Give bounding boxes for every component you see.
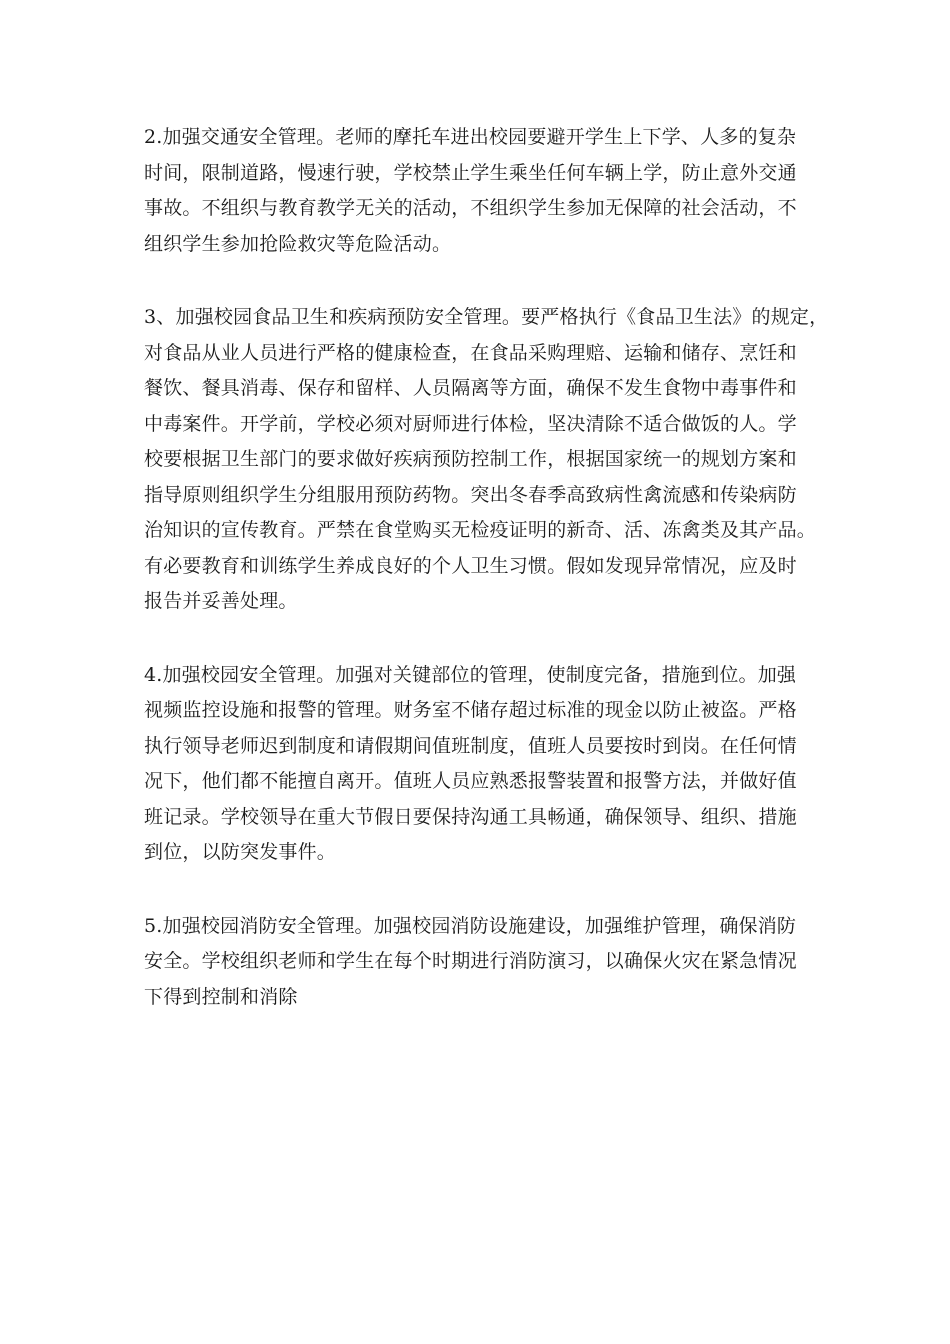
text-line: 执行领导老师迟到制度和请假期间值班制度，值班人员要按时到岗。在任何情 <box>144 734 797 757</box>
paragraph-campus-security <box>144 658 810 871</box>
text-line: 校要根据卫生部门的要求做好疾病预防控制工作，根据国家统一的规划方案和 <box>144 448 797 470</box>
paragraph-food-hygiene <box>144 300 829 620</box>
text-line: 时间，限制道路，慢速行驶，学校禁止学生乘坐任何车辆上学，防止意外交通 <box>144 161 797 184</box>
text-line: 有必要教育和训练学生养成良好的个人卫生习惯。假如发现异常情况，应及时 <box>144 554 797 577</box>
text-line: 5.加强校园消防安全管理。加强校园消防设施建设，加强维护管理，确保消防 <box>144 914 797 937</box>
text-line: 事故。不组织与教育教学无关的活动，不组织学生参加无保障的社会活动，不 <box>144 197 797 219</box>
text-line: 安全。学校组织老师和学生在每个时期进行消防演习，以确保火灾在紧急情况 <box>144 950 797 972</box>
paragraph-fire-safety <box>144 909 810 1016</box>
text-line: 视频监控设施和报警的管理。财务室不储存超过标准的现金以防止被盗。严格 <box>144 699 797 721</box>
text-line: 对食品从业人员进行严格的健康检查，在食品采购理赔、运输和储存、烹饪和 <box>144 341 797 364</box>
paragraph-traffic-safety <box>144 120 810 262</box>
text-line: 2.加强交通安全管理。老师的摩托车进出校园要避开学生上下学、人多的复杂 <box>144 126 797 148</box>
text-line: 报告并妥善处理。 <box>144 590 298 612</box>
text-line: 3、加强校园食品卫生和疾病预防安全管理。要严格执行《食品卫生法》的规定， <box>144 306 829 328</box>
text-line: 餐饮、餐具消毒、保存和留样、人员隔离等方面，确保不发生食物中毒事件和 <box>144 377 797 399</box>
text-line: 中毒案件。开学前，学校必须对厨师进行体检，坚决清除不适合做饭的人。学 <box>144 412 797 435</box>
text-line: 下得到控制和消除 <box>144 985 298 1008</box>
text-line: 治知识的宣传教育。严禁在食堂购买无检疫证明的新奇、活、冻禽类及其产品。 <box>144 519 817 541</box>
text-line: 指导原则组织学生分组服用预防药物。突出冬春季高致病性禽流感和传染病防 <box>144 483 797 506</box>
text-line: 况下，他们都不能擅自离开。值班人员应熟悉报警装置和报警方法，并做好值 <box>144 770 797 792</box>
text-line: 4.加强校园安全管理。加强对关键部位的管理，使制度完备，措施到位。加强 <box>144 663 797 686</box>
text-line: 到位，以防突发事件。 <box>144 841 337 863</box>
text-line: 组织学生参加抢险救灾等危险活动。 <box>144 232 452 255</box>
text-line: 班记录。学校领导在重大节假日要保持沟通工具畅通，确保领导、组织、措施 <box>144 805 797 828</box>
